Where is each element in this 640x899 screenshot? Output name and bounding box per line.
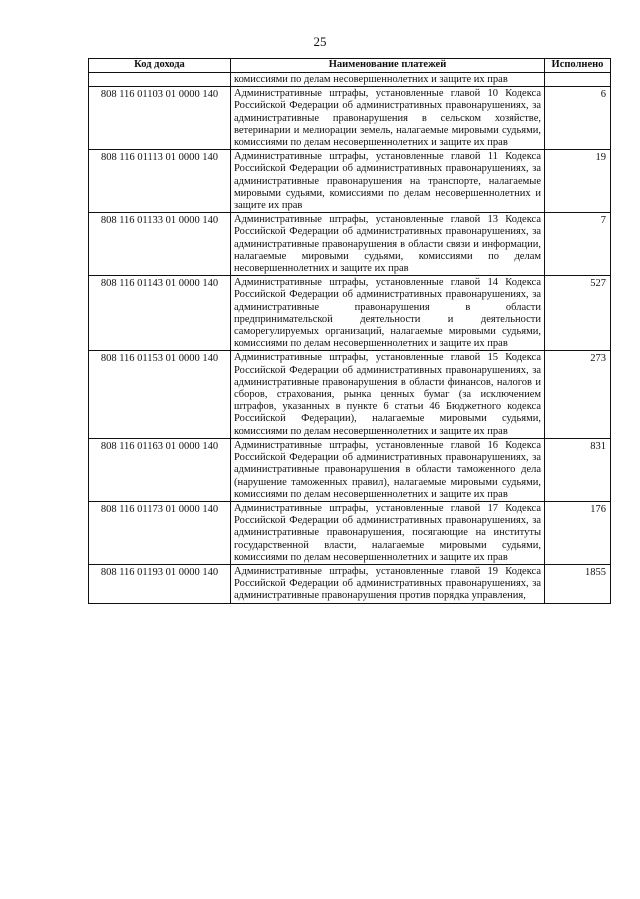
cell-name: Административные штрафы, установленные главой 19 Кодекса Российской Федерации об административных правонарушениях, за административные правонарушения против порядка управления, xyxy=(231,564,545,603)
cell-value: 1855 xyxy=(545,564,611,603)
cell-value: 176 xyxy=(545,501,611,564)
cell-value: 6 xyxy=(545,87,611,150)
table-row xyxy=(89,501,611,564)
table-row xyxy=(89,564,611,603)
table-row xyxy=(89,351,611,438)
cell-value: 7 xyxy=(545,213,611,276)
header-name: Наименование платежей xyxy=(231,59,545,73)
table-header-row xyxy=(89,59,611,73)
cell-value xyxy=(545,73,611,87)
cell-code: 808 116 01113 01 0000 140 xyxy=(89,150,231,213)
cell-code xyxy=(89,73,231,87)
cell-value: 19 xyxy=(545,150,611,213)
cell-name: Административные штрафы, установленные главой 13 Кодекса Российской Федерации об административных правонарушениях, за административные правонарушения в области связи и информации, налагаемые мировыми судьями, комиссиями по делам несовершеннолетних и защите их прав xyxy=(231,213,545,276)
cell-code: 808 116 01163 01 0000 140 xyxy=(89,438,231,501)
cell-name: Административные штрафы, установленные главой 16 Кодекса Российской Федерации об административных правонарушениях, за административные правонарушения в области таможенного дела (нарушение таможенных правил), налагаемые мировыми судьями, комиссиями по делам несовершеннолетних и защите их прав xyxy=(231,438,545,501)
table-row xyxy=(89,213,611,276)
cell-value: 527 xyxy=(545,276,611,351)
table-row xyxy=(89,150,611,213)
cell-name: комиссиями по делам несовершеннолетних и защите их прав xyxy=(231,73,545,87)
table-row xyxy=(89,276,611,351)
cell-value: 831 xyxy=(545,438,611,501)
cell-name: Административные штрафы, установленные главой 10 Кодекса Российской Федерации об административных правонарушениях, за административные правонарушения в сельском хозяйстве, ветеринарии и мелиорации земель, налагаемые мировыми судьями, комиссиями по делам несовершеннолетних и защите их прав xyxy=(231,87,545,150)
page-number: 25 xyxy=(313,34,327,49)
cell-name: Административные штрафы, установленные главой 17 Кодекса Российской Федерации об административных правонарушениях, за административные правонарушения, посягающие на институты государственной власти, налагаемые мировыми судьями, комиссиями по делам несовершеннолетних и защите их прав xyxy=(231,501,545,564)
table-row xyxy=(89,87,611,150)
cell-name: Административные штрафы, установленные главой 11 Кодекса Российской Федерации об административных правонарушениях, за административные правонарушения на транспорте, налагаемые мировыми судьями, комиссиями по делам несовершеннолетних и защите их прав xyxy=(231,150,545,213)
table-row xyxy=(89,73,611,87)
cell-name: Административные штрафы, установленные главой 15 Кодекса Российской Федерации об административных правонарушениях, за административные правонарушения в области финансов, налогов и сборов, страхования, рынка ценных бумаг (за исключением штрафов, указанных в пункте 6 статьи 46 Бюджетного кодекса Российской Федерации), налагаемые мировыми судьями, комиссиями по делам несовершеннолетних и защите их прав xyxy=(231,351,545,438)
cell-code: 808 116 01153 01 0000 140 xyxy=(89,351,231,438)
cell-value: 273 xyxy=(545,351,611,438)
cell-code: 808 116 01133 01 0000 140 xyxy=(89,213,231,276)
table-row xyxy=(89,438,611,501)
header-value: Исполнено xyxy=(545,59,611,73)
cell-name: Административные штрафы, установленные главой 14 Кодекса Российской Федерации об административных правонарушениях, за административные правонарушения в области предпринимательской деятельности и деятельности саморегулируемых организаций, налагаемые мировыми судьями, комиссиями по делам несовершеннолетних и защите их прав xyxy=(231,276,545,351)
revenue-table xyxy=(88,58,611,604)
cell-code: 808 116 01143 01 0000 140 xyxy=(89,276,231,351)
cell-code: 808 116 01103 01 0000 140 xyxy=(89,87,231,150)
cell-code: 808 116 01193 01 0000 140 xyxy=(89,564,231,603)
cell-code: 808 116 01173 01 0000 140 xyxy=(89,501,231,564)
header-code: Код дохода xyxy=(89,59,231,73)
